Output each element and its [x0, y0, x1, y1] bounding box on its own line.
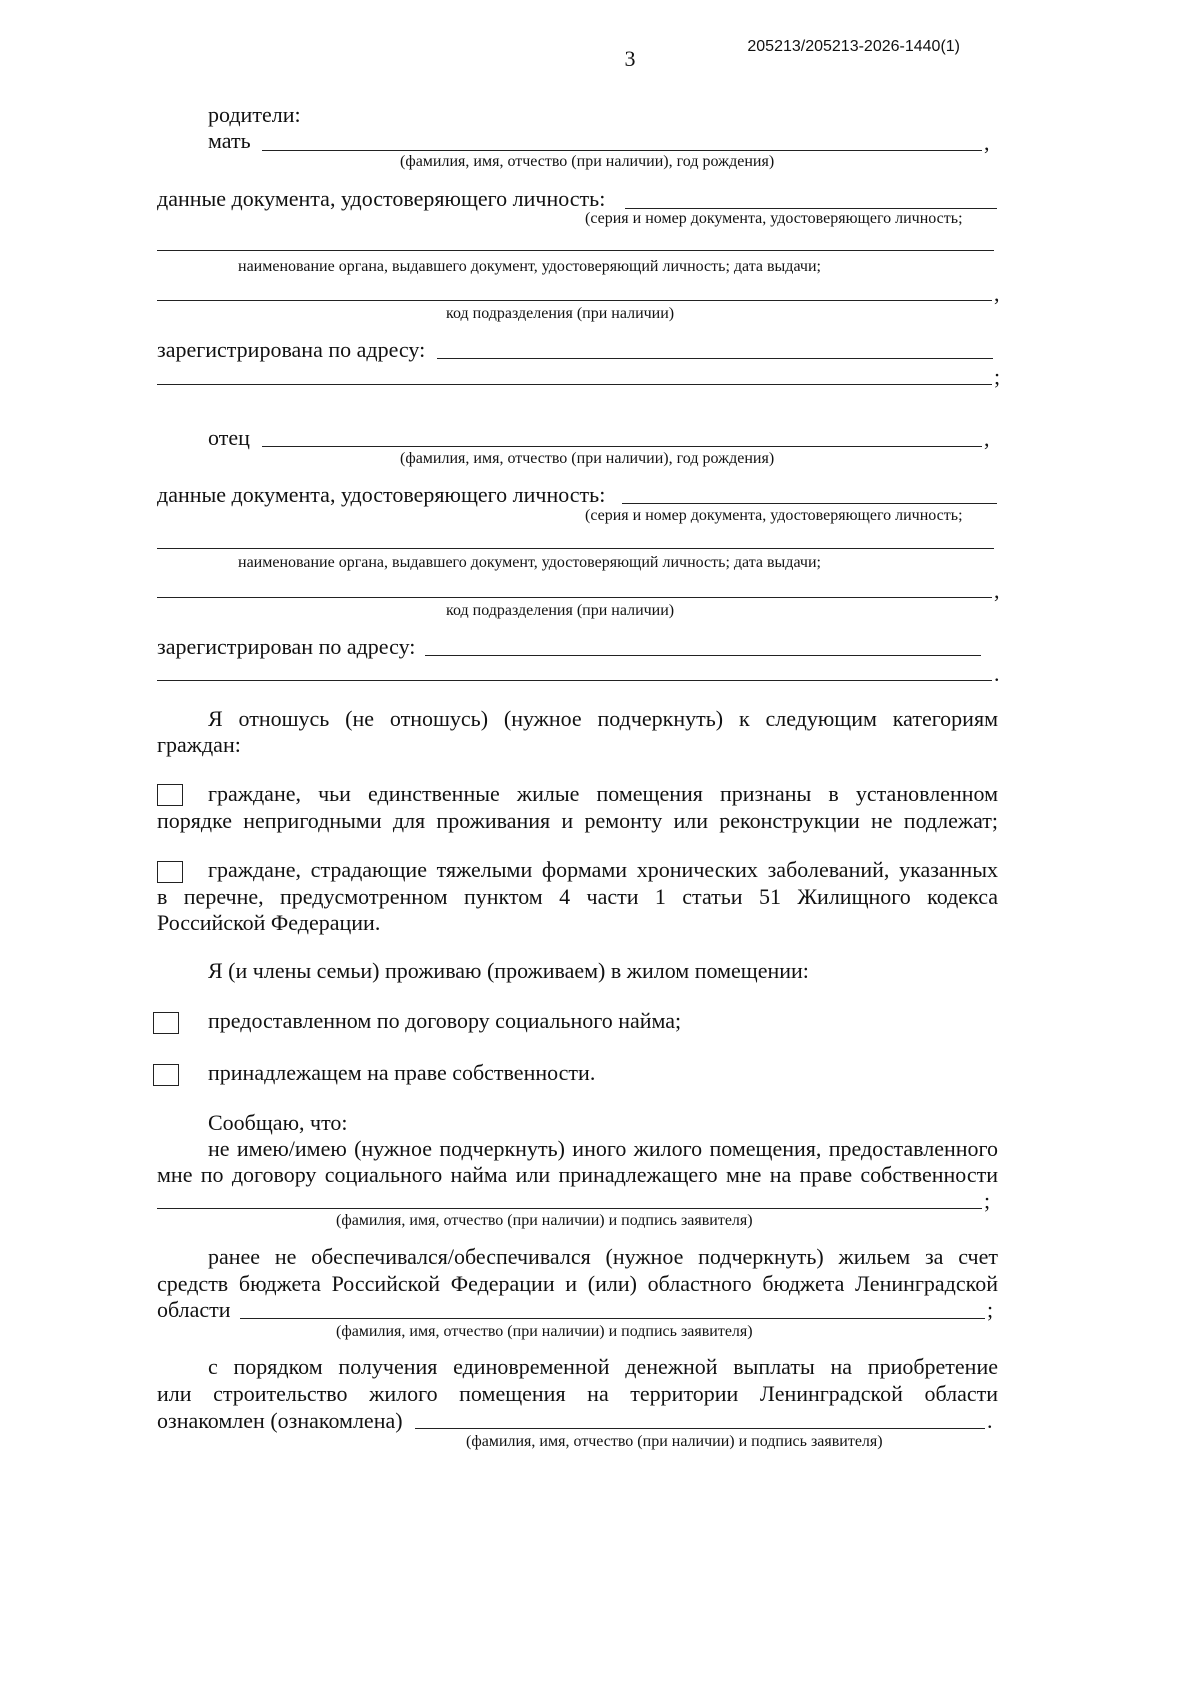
father-code-hint: код подразделения (при наличии): [446, 602, 675, 619]
father-name-hint: (фамилия, имя, отчество (при наличии), год рождения): [400, 450, 775, 467]
comma: ,: [984, 130, 990, 155]
residence-ownership-checkbox[interactable]: [153, 1064, 179, 1086]
mother-issuer-field[interactable]: [157, 250, 994, 251]
semicolon: ;: [984, 1188, 991, 1213]
declaration-prior-support-3: области: [157, 1297, 231, 1322]
period: .: [987, 1408, 993, 1433]
declarations-intro: Сообщаю, что:: [208, 1110, 348, 1135]
father-name-field[interactable]: [262, 446, 982, 447]
declaration-procedure-signature[interactable]: [415, 1428, 985, 1429]
category-chronic-disease-text-3: Российской Федерации.: [157, 910, 381, 935]
declaration-prior-support: ранее не обеспечивался/обеспечивался (нужное подчеркнуть) жильем за счет: [208, 1244, 998, 1269]
category-unfit-housing-text-2: порядке непригодными для проживания и ремонту или реконструкции не подлежат;: [157, 808, 998, 833]
residence-intro: Я (и члены семьи) проживаю (проживаем) в жилом помещении:: [208, 958, 809, 983]
mother-doc-field[interactable]: [625, 208, 997, 209]
declaration-procedure: с порядком получения единовременной денежной выплаты на приобретение: [208, 1354, 998, 1379]
declaration-procedure-2: или строительство жилого помещения на территории Ленинградской области: [157, 1381, 998, 1406]
period: .: [994, 661, 1000, 686]
residence-social-lease-checkbox[interactable]: [153, 1012, 179, 1034]
mother-address-label: зарегистрирована по адресу:: [157, 337, 426, 362]
father-issuer-hint: наименование органа, выдавшего документ, удостоверяющий личность; дата выдачи;: [238, 554, 821, 571]
category-chronic-disease-text: граждане, страдающие тяжелыми формами хронических заболеваний, указанных: [208, 857, 998, 882]
father-doc-field[interactable]: [622, 503, 997, 504]
category-chronic-disease-checkbox[interactable]: [157, 861, 183, 883]
signature-hint: (фамилия, имя, отчество (при наличии) и подпись заявителя): [336, 1212, 753, 1229]
declaration-other-housing: не имею/имею (нужное подчеркнуть) иного жилого помещения, предоставленного: [208, 1136, 998, 1161]
father-doc-hint: (серия и номер документа, удостоверяющего личность;: [585, 507, 963, 524]
comma: ,: [984, 426, 990, 451]
mother-name-hint: (фамилия, имя, отчество (при наличии), год рождения): [400, 153, 775, 170]
declaration-other-housing-signature[interactable]: [157, 1208, 982, 1209]
father-label: отец: [208, 425, 250, 450]
declaration-prior-support-2: средств бюджета Российской Федерации и (или) областного бюджета Ленинградской: [157, 1271, 998, 1296]
signature-hint: (фамилия, имя, отчество (при наличии) и подпись заявителя): [336, 1323, 753, 1340]
category-unfit-housing-checkbox[interactable]: [157, 784, 183, 806]
mother-issuer-hint: наименование органа, выдавшего документ, удостоверяющий личность; дата выдачи;: [238, 258, 821, 275]
semicolon: ;: [994, 364, 1001, 389]
father-address-field-2[interactable]: [157, 680, 992, 681]
mother-label: мать: [208, 128, 251, 153]
mother-code-hint: код подразделения (при наличии): [446, 305, 675, 322]
mother-code-field[interactable]: [157, 300, 992, 301]
declaration-other-housing-2: мне по договору социального найма или принадлежащего мне на праве собственности: [157, 1162, 998, 1187]
mother-doc-hint: (серия и номер документа, удостоверяющего личность;: [585, 210, 963, 227]
residence-social-lease-text: предоставленном по договору социального найма;: [208, 1008, 682, 1033]
categories-intro-cont: граждан:: [157, 732, 241, 757]
page-number: 3: [624, 46, 636, 71]
mother-name-field[interactable]: [262, 150, 982, 151]
semicolon: ;: [987, 1297, 994, 1322]
category-unfit-housing-text: граждане, чьи единственные жилые помещения признаны в установленном: [208, 781, 998, 806]
comma: ,: [994, 578, 1000, 603]
parents-label: родители:: [208, 102, 301, 127]
mother-address-field[interactable]: [437, 358, 993, 359]
mother-address-field-2[interactable]: [157, 384, 992, 385]
father-code-field[interactable]: [157, 597, 992, 598]
residence-ownership-text: принадлежащем на праве собственности.: [208, 1060, 596, 1085]
signature-hint: (фамилия, имя, отчество (при наличии) и подпись заявителя): [466, 1433, 883, 1450]
comma: ,: [994, 281, 1000, 306]
father-address-field[interactable]: [425, 655, 981, 656]
father-issuer-field[interactable]: [157, 548, 994, 549]
document-id: 205213/205213-2026-1440(1): [747, 38, 960, 55]
father-address-label: зарегистрирован по адресу:: [157, 634, 416, 659]
mother-doc-label: данные документа, удостоверяющего личность:: [157, 186, 606, 211]
declaration-procedure-3: ознакомлен (ознакомлена): [157, 1408, 403, 1433]
category-chronic-disease-text-2: в перечне, предусмотренном пунктом 4 части 1 статьи 51 Жилищного кодекса: [157, 884, 998, 909]
declaration-prior-support-signature[interactable]: [240, 1318, 985, 1319]
categories-intro: Я отношусь (не отношусь) (нужное подчеркнуть) к следующим категориям: [208, 706, 998, 731]
father-doc-label: данные документа, удостоверяющего личность:: [157, 482, 606, 507]
